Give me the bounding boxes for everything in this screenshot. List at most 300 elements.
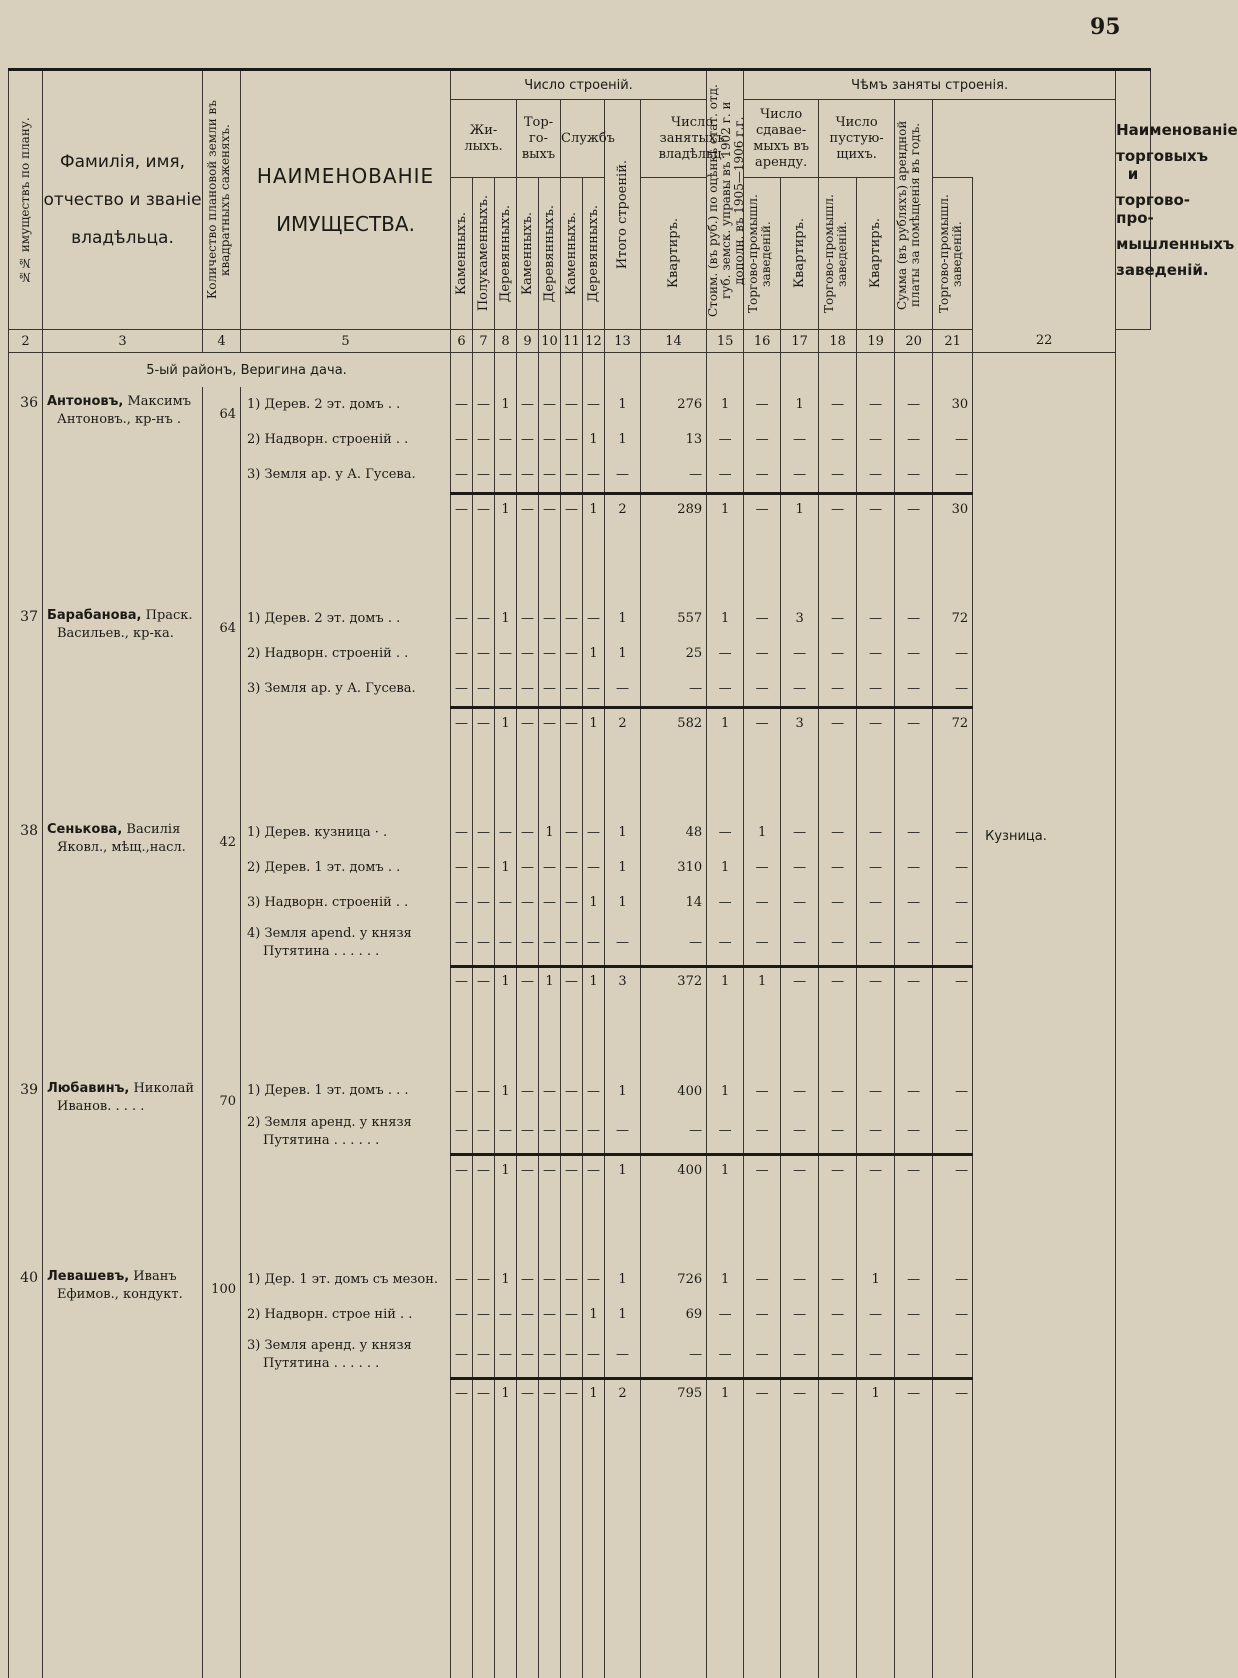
value-cell-c19: — bbox=[857, 671, 895, 708]
value-cell-c12: — bbox=[583, 1109, 605, 1155]
value-cell-c8: 1 bbox=[495, 387, 517, 422]
spacer-cell bbox=[539, 996, 561, 1074]
value-cell-c9: — bbox=[517, 1074, 539, 1109]
value-cell-c19: — bbox=[857, 850, 895, 885]
value-cell-c17: — bbox=[781, 920, 819, 966]
value-cell-c11: — bbox=[561, 1262, 583, 1297]
spacer-cell bbox=[583, 523, 605, 601]
value-cell-c13: — bbox=[605, 671, 641, 708]
value-cell-c8: — bbox=[495, 422, 517, 457]
total-cell-c18: — bbox=[819, 708, 857, 738]
value-cell-c16: — bbox=[744, 920, 781, 966]
value-cell-c15: — bbox=[707, 1297, 744, 1332]
value-cell-c21: — bbox=[933, 422, 973, 457]
value-cell-c11: — bbox=[561, 1109, 583, 1155]
total-cell-c21: 30 bbox=[933, 494, 973, 524]
spacer-cell bbox=[933, 1408, 973, 1678]
record-spacer-row bbox=[9, 523, 1151, 601]
value-cell-c18: — bbox=[819, 457, 857, 494]
spacer-cell bbox=[895, 1408, 933, 1678]
value-cell-c21: 30 bbox=[933, 387, 973, 422]
total-cell-c8: 1 bbox=[495, 1378, 517, 1408]
value-cell-c8: 1 bbox=[495, 850, 517, 885]
value-cell-c16: — bbox=[744, 1332, 781, 1378]
spacer-cell bbox=[241, 523, 451, 601]
value-cell-c16: — bbox=[744, 1262, 781, 1297]
spacer-cell bbox=[744, 737, 781, 815]
value-cell-c10: — bbox=[539, 920, 561, 966]
value-cell-c18: — bbox=[819, 1297, 857, 1332]
spacer-cell bbox=[819, 737, 857, 815]
value-cell-c9: — bbox=[517, 387, 539, 422]
value-cell-c8: 1 bbox=[495, 1074, 517, 1109]
spacer-cell bbox=[895, 1184, 933, 1262]
value-cell-c12: — bbox=[583, 1332, 605, 1378]
header-occupied-owners: Число занятыхъ владѣльц. bbox=[641, 100, 744, 178]
value-cell-c18: — bbox=[819, 636, 857, 671]
spacer-cell bbox=[473, 996, 495, 1074]
spacer-cell bbox=[451, 523, 473, 601]
total-cell-c8: 1 bbox=[495, 1155, 517, 1185]
record-spacer-row bbox=[9, 1184, 1151, 1262]
total-cell-c15: 1 bbox=[707, 1155, 744, 1185]
column-number: 13 bbox=[605, 330, 641, 353]
value-cell-c13: 1 bbox=[605, 815, 641, 850]
value-cell-c9: — bbox=[517, 636, 539, 671]
owner-patronymic-status: Ефимов., кондукт. bbox=[57, 1287, 183, 1302]
value-cell-c7: — bbox=[473, 387, 495, 422]
value-cell-c21: — bbox=[933, 920, 973, 966]
total-cell-c12: — bbox=[583, 1155, 605, 1185]
owner-given-name: Праск. bbox=[141, 608, 193, 623]
spacer-cell bbox=[495, 523, 517, 601]
value-cell-c13: 1 bbox=[605, 422, 641, 457]
total-cell-c6: — bbox=[451, 494, 473, 524]
column-number: 3 bbox=[43, 330, 203, 353]
value-cell-c21: — bbox=[933, 850, 973, 885]
value-cell-c21: — bbox=[933, 1262, 973, 1297]
value-cell-c9: — bbox=[517, 457, 539, 494]
spacer-cell bbox=[451, 1408, 473, 1678]
column-number: 20 bbox=[895, 330, 933, 353]
total-spacer bbox=[241, 1378, 451, 1408]
value-cell-c8: 1 bbox=[495, 601, 517, 636]
value-cell-c14: 310 bbox=[641, 850, 707, 885]
spacer-cell bbox=[473, 523, 495, 601]
value-cell-c16: — bbox=[744, 422, 781, 457]
spacer-cell bbox=[744, 1408, 781, 1678]
value-cell-c17: 3 bbox=[781, 601, 819, 636]
value-cell-c11: — bbox=[561, 671, 583, 708]
property-line: 1) Дерев. 1 эт. домъ . . . bbox=[247, 1083, 409, 1098]
property-line: 1) Дерев. кузница · . bbox=[247, 824, 388, 840]
owner-patronymic-status: Яковл., мѣщ.,насл. bbox=[57, 840, 186, 855]
total-cell-c17: — bbox=[781, 1155, 819, 1185]
value-cell-c13: 1 bbox=[605, 387, 641, 422]
value-cell-c9: — bbox=[517, 850, 539, 885]
value-cell-c20: — bbox=[895, 850, 933, 885]
value-cell-c18: — bbox=[819, 920, 857, 966]
value-cell-c19: — bbox=[857, 1332, 895, 1378]
value-cell-c15: — bbox=[707, 1109, 744, 1155]
column-number: 18 bbox=[819, 330, 857, 353]
value-cell-c10: — bbox=[539, 636, 561, 671]
value-cell-c10: — bbox=[539, 1074, 561, 1109]
header-plan-number: №№ имуществъ по плану. bbox=[9, 70, 43, 330]
spacer-cell bbox=[895, 737, 933, 815]
value-cell-c11: — bbox=[561, 815, 583, 850]
spacer-cell bbox=[203, 523, 241, 601]
land-area: 70 bbox=[203, 1074, 241, 1185]
total-cell-c16: — bbox=[744, 1378, 781, 1408]
property-description bbox=[241, 815, 451, 850]
total-cell-c8: 1 bbox=[495, 966, 517, 996]
total-cell-c19: — bbox=[857, 708, 895, 738]
page-number: 95 bbox=[1090, 14, 1121, 40]
header-empty: Число пустую-щихъ. bbox=[819, 100, 895, 178]
value-cell-c21: — bbox=[933, 815, 973, 850]
value-cell-c17: — bbox=[781, 1297, 819, 1332]
value-cell-c11: — bbox=[561, 850, 583, 885]
spacer-cell bbox=[583, 737, 605, 815]
property-description bbox=[241, 422, 451, 457]
value-cell-c20: — bbox=[895, 387, 933, 422]
total-cell-c21: — bbox=[933, 1155, 973, 1185]
property-description bbox=[241, 671, 451, 708]
value-cell-c12: — bbox=[583, 601, 605, 636]
value-cell-c12: 1 bbox=[583, 636, 605, 671]
header-owners-apartments: Квартиръ. bbox=[641, 178, 707, 330]
spacer-cell bbox=[539, 1184, 561, 1262]
value-cell-c11: — bbox=[561, 1297, 583, 1332]
total-cell-c7: — bbox=[473, 1155, 495, 1185]
value-cell-c6: — bbox=[451, 422, 473, 457]
value-cell-c14: 13 bbox=[641, 422, 707, 457]
value-cell-c18: — bbox=[819, 815, 857, 850]
value-cell-c13: 1 bbox=[605, 1297, 641, 1332]
owner-patronymic-status: Васильев., кр-ка. bbox=[57, 626, 174, 641]
value-cell-c16: 1 bbox=[744, 815, 781, 850]
value-cell-c21: — bbox=[933, 1332, 973, 1378]
property-line: 1) Дер. 1 эт. домъ съ мезон. bbox=[247, 1271, 439, 1287]
value-cell-c7: — bbox=[473, 1332, 495, 1378]
property-line: 3) Земля аренд. у князя bbox=[247, 1338, 412, 1353]
property-description bbox=[241, 457, 451, 494]
value-cell-c15: — bbox=[707, 1332, 744, 1378]
value-cell-c7: — bbox=[473, 920, 495, 966]
total-cell-c12: 1 bbox=[583, 708, 605, 738]
value-cell-c10: — bbox=[539, 422, 561, 457]
value-cell-c12: — bbox=[583, 457, 605, 494]
spacer-cell bbox=[819, 523, 857, 601]
property-description bbox=[241, 1109, 451, 1155]
table-header bbox=[9, 70, 1238, 353]
value-cell-c9: — bbox=[517, 1297, 539, 1332]
header-service-wood: Деревянныхъ. bbox=[583, 178, 605, 330]
record-number: 37 bbox=[9, 601, 43, 737]
value-cell-c20: — bbox=[895, 1332, 933, 1378]
record-item-row bbox=[9, 1262, 1151, 1297]
total-cell-c19: — bbox=[857, 494, 895, 524]
total-cell-c7: — bbox=[473, 494, 495, 524]
value-cell-c12: — bbox=[583, 815, 605, 850]
owner-patronymic-status: Иванов. . . . . bbox=[57, 1098, 145, 1114]
spacer-cell bbox=[517, 737, 539, 815]
value-cell-c9: — bbox=[517, 1109, 539, 1155]
value-cell-c9: — bbox=[517, 1262, 539, 1297]
total-cell-c8: 1 bbox=[495, 708, 517, 738]
spacer-cell bbox=[973, 996, 1116, 1074]
value-cell-c16: — bbox=[744, 1074, 781, 1109]
value-cell-c12: — bbox=[583, 671, 605, 708]
total-cell-c9: — bbox=[517, 708, 539, 738]
value-cell-c16: — bbox=[744, 387, 781, 422]
value-cell-c12: 1 bbox=[583, 422, 605, 457]
total-cell-c18: — bbox=[819, 494, 857, 524]
total-cell-c13: 3 bbox=[605, 966, 641, 996]
value-cell-c6: — bbox=[451, 815, 473, 850]
value-cell-c13: 1 bbox=[605, 1262, 641, 1297]
value-cell-c12: 1 bbox=[583, 885, 605, 920]
value-cell-c16: — bbox=[744, 671, 781, 708]
total-cell-c17: — bbox=[781, 966, 819, 996]
column-number: 19 bbox=[857, 330, 895, 353]
spacer-cell bbox=[933, 737, 973, 815]
value-cell-c19: — bbox=[857, 601, 895, 636]
header-empty-apartments: Квартиръ. bbox=[857, 178, 895, 330]
spacer-cell bbox=[9, 737, 43, 815]
value-cell-c11: — bbox=[561, 920, 583, 966]
property-description bbox=[241, 1297, 451, 1332]
spacer-cell bbox=[203, 737, 241, 815]
property-line: Путятина . . . . . . bbox=[263, 1356, 380, 1371]
spacer-cell bbox=[605, 737, 641, 815]
value-cell-c15: — bbox=[707, 920, 744, 966]
value-cell-c11: — bbox=[561, 636, 583, 671]
total-cell-c20: — bbox=[895, 966, 933, 996]
value-cell-c14: — bbox=[641, 1332, 707, 1378]
value-cell-c21: — bbox=[933, 885, 973, 920]
value-cell-c6: — bbox=[451, 920, 473, 966]
value-cell-c19: — bbox=[857, 636, 895, 671]
total-cell-c13: 2 bbox=[605, 494, 641, 524]
value-cell-c15: 1 bbox=[707, 1074, 744, 1109]
record-spacer-row bbox=[9, 737, 1151, 815]
value-cell-c10: — bbox=[539, 850, 561, 885]
value-cell-c11: — bbox=[561, 601, 583, 636]
header-trade-wood: Деревянныхъ. bbox=[539, 178, 561, 330]
total-cell-c10: — bbox=[539, 494, 561, 524]
spacer-cell bbox=[641, 996, 707, 1074]
total-cell-c15: 1 bbox=[707, 966, 744, 996]
column-number: 7 bbox=[473, 330, 495, 353]
value-cell-c13: 1 bbox=[605, 850, 641, 885]
spacer-cell bbox=[517, 523, 539, 601]
column-number: 21 bbox=[933, 330, 973, 353]
land-area: 100 bbox=[203, 1262, 241, 1408]
total-spacer bbox=[241, 1155, 451, 1185]
value-cell-c20: — bbox=[895, 601, 933, 636]
value-cell-c16: — bbox=[744, 850, 781, 885]
column-number: 17 bbox=[781, 330, 819, 353]
spacer-cell bbox=[451, 737, 473, 815]
value-cell-c10: — bbox=[539, 885, 561, 920]
header-rented: Число сдавае-мыхъ въ аренду. bbox=[744, 100, 819, 178]
owner-surname: Барабанова, bbox=[47, 608, 142, 623]
value-cell-c17: — bbox=[781, 671, 819, 708]
spacer-cell bbox=[707, 1184, 744, 1262]
spacer-cell bbox=[857, 737, 895, 815]
value-cell-c17: — bbox=[781, 457, 819, 494]
record-number: 39 bbox=[9, 1074, 43, 1185]
spacer-cell bbox=[495, 1408, 517, 1678]
owner-cell bbox=[43, 387, 203, 523]
spacer-cell bbox=[744, 1184, 781, 1262]
owner-cell bbox=[43, 815, 203, 996]
total-cell-c14: 400 bbox=[641, 1155, 707, 1185]
value-cell-c15: 1 bbox=[707, 1262, 744, 1297]
record-spacer-row bbox=[9, 996, 1151, 1074]
value-cell-c7: — bbox=[473, 601, 495, 636]
spacer-cell bbox=[43, 1408, 203, 1678]
owner-cell bbox=[43, 601, 203, 737]
header-owners-commercial: Торгово-промышл. заведеній. bbox=[744, 178, 781, 330]
value-cell-c14: 276 bbox=[641, 387, 707, 422]
establishment-name bbox=[973, 387, 1116, 523]
value-cell-c9: — bbox=[517, 1332, 539, 1378]
property-line: 2) Земля аренд. у князя bbox=[247, 1114, 412, 1130]
value-cell-c7: — bbox=[473, 636, 495, 671]
value-cell-c15: 1 bbox=[707, 387, 744, 422]
spacer-cell bbox=[473, 737, 495, 815]
value-cell-c8: — bbox=[495, 1109, 517, 1155]
spacer-cell bbox=[895, 523, 933, 601]
total-cell-c20: — bbox=[895, 1378, 933, 1408]
value-cell-c11: — bbox=[561, 422, 583, 457]
spacer-cell bbox=[781, 1408, 819, 1678]
value-cell-c19: — bbox=[857, 422, 895, 457]
value-cell-c18: — bbox=[819, 601, 857, 636]
land-area: 64 bbox=[203, 387, 241, 523]
value-cell-c12: — bbox=[583, 1074, 605, 1109]
spacer-cell bbox=[583, 1408, 605, 1678]
spacer-cell bbox=[9, 1184, 43, 1262]
value-cell-c15: — bbox=[707, 671, 744, 708]
spacer-cell bbox=[43, 996, 203, 1074]
owner-patronymic-status: Антоновъ., кр-нъ . bbox=[57, 412, 182, 427]
spacer-cell bbox=[495, 996, 517, 1074]
value-cell-c11: — bbox=[561, 1332, 583, 1378]
header-establishments: Наименованіе торговыхъ и торгово-про- мышленныхъ заведеній. bbox=[1116, 70, 1151, 330]
value-cell-c12: — bbox=[583, 850, 605, 885]
value-cell-c18: — bbox=[819, 1109, 857, 1155]
total-cell-c16: — bbox=[744, 708, 781, 738]
spacer-cell bbox=[744, 996, 781, 1074]
owner-given-name: Николай bbox=[129, 1080, 195, 1096]
spacer-cell bbox=[473, 1408, 495, 1678]
column-number: 14 bbox=[641, 330, 707, 353]
value-cell-c13: 1 bbox=[605, 885, 641, 920]
value-cell-c9: — bbox=[517, 422, 539, 457]
spacer-cell bbox=[895, 996, 933, 1074]
value-cell-c15: 1 bbox=[707, 601, 744, 636]
header-trade: Тор-го-выхъ bbox=[517, 100, 561, 178]
total-cell-c10: — bbox=[539, 1155, 561, 1185]
column-number: 4 bbox=[203, 330, 241, 353]
property-description bbox=[241, 1332, 451, 1378]
value-cell-c21: — bbox=[933, 1297, 973, 1332]
value-cell-c21: — bbox=[933, 1074, 973, 1109]
value-cell-c21: — bbox=[933, 1109, 973, 1155]
total-cell-c16: 1 bbox=[744, 966, 781, 996]
header-residential: Жи-лыхъ. bbox=[451, 100, 517, 178]
total-cell-c9: — bbox=[517, 1155, 539, 1185]
header-service: Службъ bbox=[561, 100, 605, 178]
owner-given-name: Василія bbox=[122, 822, 181, 837]
property-line: 1) Дерев. 2 эт. домъ . . bbox=[247, 396, 401, 412]
owner-surname: Любавинъ, bbox=[47, 1080, 130, 1096]
value-cell-c19: — bbox=[857, 387, 895, 422]
total-cell-c17: 1 bbox=[781, 494, 819, 524]
value-cell-c8: — bbox=[495, 1297, 517, 1332]
record-item-row bbox=[9, 601, 1151, 636]
value-cell-c17: — bbox=[781, 1332, 819, 1378]
owner-given-name: Иванъ bbox=[129, 1269, 177, 1284]
property-line: 2) Дерев. 1 эт. домъ . . bbox=[247, 859, 401, 875]
value-cell-c10: — bbox=[539, 387, 561, 422]
value-cell-c12: 1 bbox=[583, 1297, 605, 1332]
value-cell-c16: — bbox=[744, 601, 781, 636]
value-cell-c20: — bbox=[895, 422, 933, 457]
spacer-cell bbox=[43, 1184, 203, 1262]
record-number: 36 bbox=[9, 387, 43, 523]
column-number: 12 bbox=[583, 330, 605, 353]
value-cell-c8: — bbox=[495, 920, 517, 966]
property-line: 3) Земля ар. у А. Гусева. bbox=[247, 681, 416, 697]
column-number: 8 bbox=[495, 330, 517, 353]
value-cell-c14: 400 bbox=[641, 1074, 707, 1109]
spacer-cell bbox=[933, 996, 973, 1074]
spacer-cell bbox=[495, 1184, 517, 1262]
spacer-cell bbox=[819, 1408, 857, 1678]
value-cell-c11: — bbox=[561, 457, 583, 494]
value-cell-c10: — bbox=[539, 1109, 561, 1155]
value-cell-c20: — bbox=[895, 457, 933, 494]
value-cell-c6: — bbox=[451, 850, 473, 885]
value-cell-c11: — bbox=[561, 885, 583, 920]
value-cell-c20: — bbox=[895, 1262, 933, 1297]
value-cell-c12: — bbox=[583, 920, 605, 966]
value-cell-c21: — bbox=[933, 636, 973, 671]
value-cell-c8: — bbox=[495, 457, 517, 494]
value-cell-c8: — bbox=[495, 1332, 517, 1378]
header-land-area: Количество плановой земли въ квадратныхъ саженяхъ. bbox=[203, 70, 241, 330]
value-cell-c19: — bbox=[857, 1109, 895, 1155]
record-number: 38 bbox=[9, 815, 43, 996]
total-cell-c9: — bbox=[517, 494, 539, 524]
value-cell-c7: — bbox=[473, 457, 495, 494]
value-cell-c20: — bbox=[895, 1109, 933, 1155]
total-spacer bbox=[241, 708, 451, 738]
value-cell-c15: — bbox=[707, 457, 744, 494]
land-area: 42 bbox=[203, 815, 241, 996]
header-wood: Деревянныхъ. bbox=[495, 178, 517, 330]
total-cell-c11: — bbox=[561, 966, 583, 996]
property-description bbox=[241, 1074, 451, 1109]
spacer-cell bbox=[857, 996, 895, 1074]
spacer-cell bbox=[973, 1184, 1116, 1262]
total-cell-c19: — bbox=[857, 1155, 895, 1185]
